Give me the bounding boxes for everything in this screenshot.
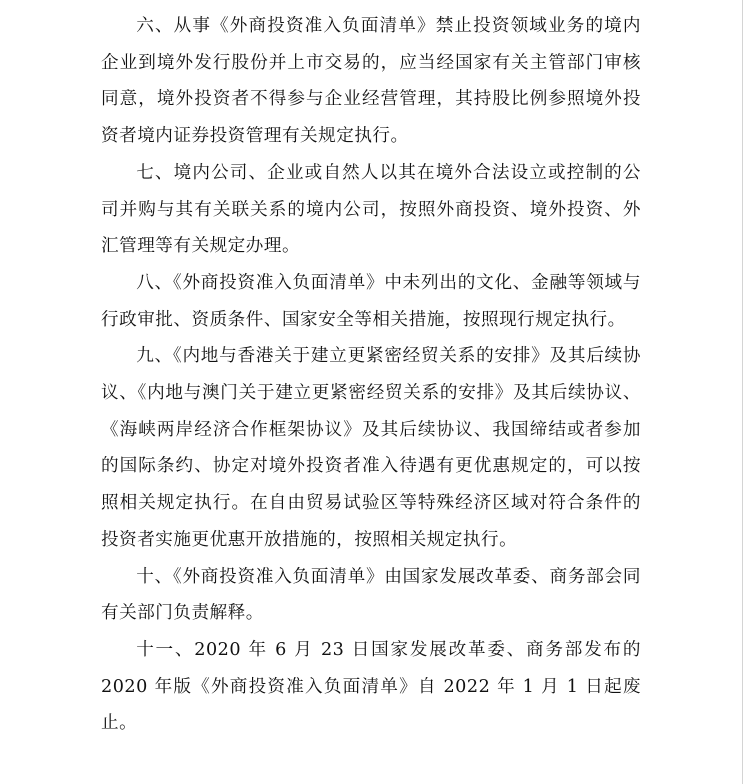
document-body bbox=[101, 8, 641, 742]
paragraph-8: 八、《外商投资准入负面清单》中未列出的文化、金融等领域与行政审批、资质条件、国家安全等相关措施，按照现行规定执行。 bbox=[101, 272, 641, 330]
page-edge-divider bbox=[742, 0, 743, 784]
paragraph-6: 六、从事《外商投资准入负面清单》禁止投资领域业务的境内企业到境外发行股份并上市交易的，应当经国家有关主管部门审核同意，境外投资者不得参与企业经营管理，其持股比例参照境外投资者境内证券投资管理有关规定执行。 bbox=[101, 16, 641, 147]
paragraph-11: 十一、2020 年 6 月 23 日国家发展改革委、商务部发布的 2020 年版《外商投资准入负面清单》自 2022 年 1 月 1 日起废止。 bbox=[101, 639, 641, 734]
paragraph-7: 七、境内公司、企业或自然人以其在境外合法设立或控制的公司并购与其有关联关系的境内公司，按照外商投资、境外投资、外汇管理等有关规定办理。 bbox=[101, 162, 641, 257]
paragraph-10: 十、《外商投资准入负面清单》由国家发展改革委、商务部会同有关部门负责解释。 bbox=[101, 566, 641, 624]
paragraph-9: 九、《内地与香港关于建立更紧密经贸关系的安排》及其后续协议、《内地与澳门关于建立更紧密经贸关系的安排》及其后续协议、《海峡两岸经济合作框架协议》及其后续协议、我国缔结或者参加的国际条约、协定对境外投资者准入待遇有更优惠规定的，可以按照相关规定执行。在自由贸易试验区等特殊经济区域对符合条件的投资者实施更优惠开放措施的，按照相关规定执行。 bbox=[101, 346, 641, 550]
